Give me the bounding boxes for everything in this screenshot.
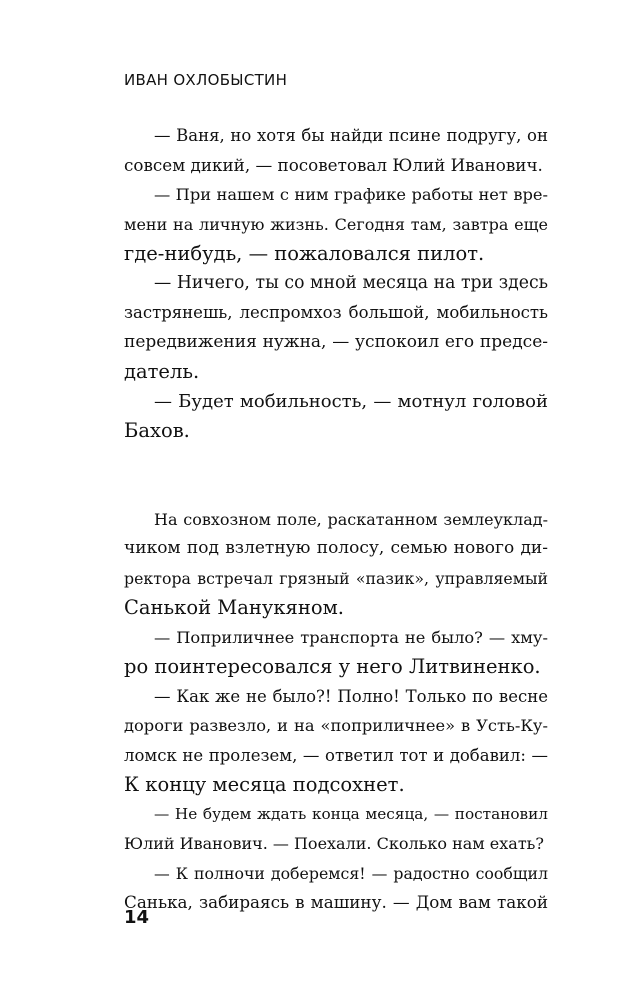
body-text xyxy=(124,121,548,918)
text-line: — При нашем с ним графике работы нет вре- xyxy=(154,185,548,204)
text-line: — К полночи доберемся! — радостно сообщил xyxy=(154,863,548,883)
text-line: — Поприличнее транспорта не было? — хму- xyxy=(154,627,548,647)
text-line: Юлий Иванович. — Поехали. Сколько нам ехать? xyxy=(124,834,544,853)
text-line: дороги развезло, и на «поприличнее» в Усть-Ку- xyxy=(124,716,548,735)
text-line: датель. xyxy=(124,360,200,383)
text-line: застрянешь, леспромхоз большой, мобильность xyxy=(124,303,548,322)
text-line: ломск не пролезем, — ответил тот и добавил: — xyxy=(124,745,548,765)
running-head: ИВАН ОХЛОБЫСТИН xyxy=(124,71,288,89)
text-line: — Как же не было?! Полно! Только по весне xyxy=(154,686,548,706)
text-line: — Ничего, ты со мной месяца на три здесь xyxy=(154,272,548,293)
page-number: 14 xyxy=(124,907,150,928)
text-line: передвижения нужна, — успокоил его предсе- xyxy=(124,331,548,352)
section-break xyxy=(124,446,548,505)
text-line: — Будет мобильность, — мотнул головой xyxy=(154,390,548,412)
text-line: чиком под взлетную полосу, семью нового ди- xyxy=(124,538,548,558)
text-line: где-нибудь, — пожаловался пилот. xyxy=(124,242,485,265)
text-line: ректора встречал грязный «пазик», управляемый xyxy=(124,568,548,588)
text-line: совсем дикий, — посоветовал Юлий Иванович. xyxy=(124,154,543,175)
text-line: — Не будем ждать конца месяца, — постановил xyxy=(154,804,548,823)
text-line: мени на личную жизнь. Сегодня там, завтра еще xyxy=(124,214,548,234)
text-line: ро поинтересовался у него Литвиненко. xyxy=(124,655,541,678)
text-line: Санькой Манукяном. xyxy=(124,596,344,619)
text-line: К концу месяца подсохнет. xyxy=(124,773,405,796)
text-line: Бахов. xyxy=(124,419,190,442)
text-line: — Ваня, но хотя бы найди псине подругу, он xyxy=(154,126,548,145)
text-line: Санька, забираясь в машину. — Дом вам такой xyxy=(124,892,548,912)
text-line: На совхозном поле, раскатанном землеуклад- xyxy=(154,509,548,529)
